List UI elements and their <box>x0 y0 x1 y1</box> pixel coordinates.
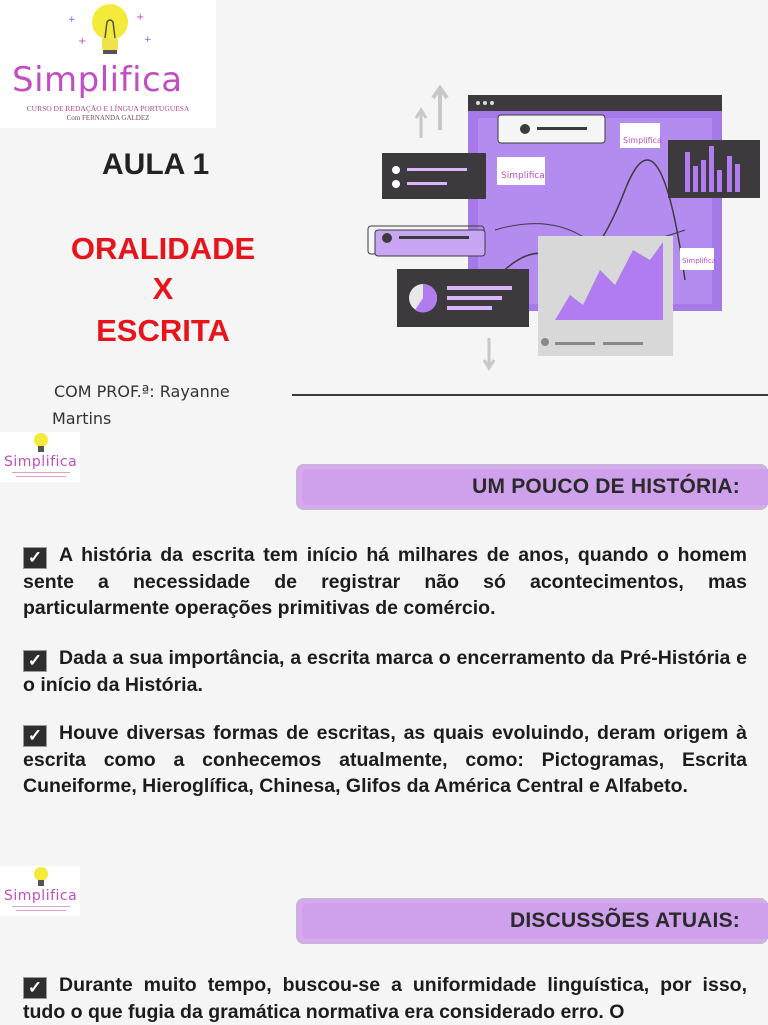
checkbox-icon: ✓ <box>23 977 47 999</box>
logo-wordmark: Simplifica <box>4 888 78 904</box>
paragraph-text: Houve diversas formas de escritas, as quais evoluindo, deram origem à escrita como a conhecemos atualmente, como: Pictogramas, Escrita Cuneiforme, Hieroglífica, Chinesa, Glifos da América Central e Alfabeto. <box>23 722 747 797</box>
svg-text:+: + <box>78 36 87 47</box>
svg-text:+: + <box>68 15 76 25</box>
paragraph <box>23 645 747 698</box>
paragraph <box>23 720 747 799</box>
logo-wordmark: Simplifica <box>12 60 183 100</box>
paragraph <box>23 972 747 1025</box>
simplifica-logo <box>0 0 216 128</box>
divider-line <box>292 394 768 396</box>
lesson-title-line3: ESCRITA <box>96 313 230 348</box>
lesson-number: AULA 1 <box>102 148 210 181</box>
illus-mini-logo-1: Simplifica <box>623 136 662 145</box>
svg-text:+: + <box>144 35 152 45</box>
checkbox-icon: ✓ <box>23 547 47 569</box>
logo-subtitle: CURSO DE REDAÇÃO E LÍNGUA PORTUGUESA <box>26 104 190 113</box>
illus-mini-logo-2: Simplifica <box>501 171 545 181</box>
logo-author: Com FERNANDA GALDEZ <box>66 114 150 122</box>
teacher-line2: Martins <box>52 409 112 428</box>
illus-mini-logo-3: Simplifica <box>682 257 717 265</box>
section-heading-history <box>296 464 768 510</box>
lesson-title-line2: X <box>152 271 174 306</box>
paragraph-text: Dada a sua importância, a escrita marca o encerramento da Pré-História e o início da História. <box>23 647 747 696</box>
lightbulb-icon <box>30 866 52 888</box>
simplifica-logo-small <box>0 866 80 916</box>
paragraph <box>23 542 747 621</box>
svg-text:+: + <box>136 12 145 23</box>
lightbulb-icon <box>30 432 52 454</box>
section-heading-label: DISCUSSÕES ATUAIS: <box>510 909 740 932</box>
lesson-title-line1: ORALIDADE <box>70 231 256 266</box>
teacher-line1: COM PROF.ª: Rayanne <box>54 382 230 401</box>
section-heading-current-discussions <box>296 898 768 944</box>
teacher-credit <box>52 378 282 432</box>
section-heading-label: UM POUCO DE HISTÓRIA: <box>472 475 740 498</box>
dashboard-illustration <box>355 80 755 380</box>
paragraph-text: A história da escrita tem início há milhares de anos, quando o homem sente a necessidade de registrar não só acontecimentos, mas particularmente operações primitivas de comércio. <box>23 544 747 619</box>
simplifica-logo-small <box>0 432 80 482</box>
paragraph-text: Durante muito tempo, buscou-se a uniformidade linguística, por isso, tudo o que fugia da gramática normativa era considerado erro. O <box>23 974 747 1023</box>
checkbox-icon: ✓ <box>23 650 47 672</box>
checkbox-icon: ✓ <box>23 725 47 747</box>
logo-wordmark: Simplifica <box>4 454 78 470</box>
lightbulb-icon <box>70 0 150 64</box>
